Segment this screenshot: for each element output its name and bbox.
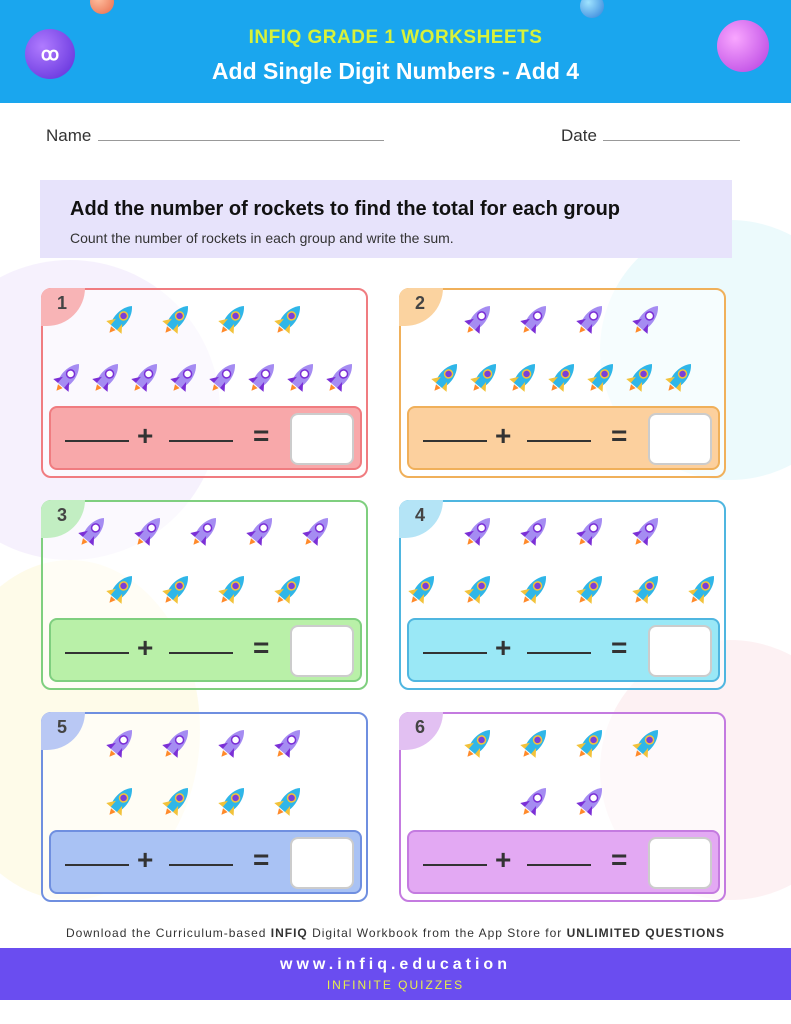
rocket-purple-icon [89,358,125,401]
instructions-subtext: Count the number of rockets in each group and write the sum. [70,230,454,246]
addend-blank-1[interactable] [423,440,487,442]
rocket-blue-icon [517,724,553,767]
rocket-blue-icon [685,570,721,613]
rocket-purple-icon [187,512,223,555]
answer-row [49,830,362,894]
rocket-row [43,512,366,555]
rocket-row [401,570,724,613]
rocket-purple-icon [284,358,320,401]
rocket-blue-icon [461,724,497,767]
answer-row [49,618,362,682]
problem-number: 4 [399,500,443,538]
rocket-blue-icon [467,358,503,401]
note-mid: Digital Workbook from the App Store for [307,926,567,940]
problem-number: 1 [41,288,85,326]
rocket-blue-icon [584,358,620,401]
rocket-purple-icon [103,724,139,767]
plus-sign: + [495,632,512,663]
rocket-blue-icon [545,358,581,401]
addend-blank-2[interactable] [169,652,233,654]
rocket-purple-icon [517,300,553,343]
rocket-blue-icon [103,570,139,613]
answer-row [407,406,720,470]
instructions-heading: Add the number of rockets to find the total for each group [70,198,621,220]
worksheet-header [0,0,791,103]
rocket-blue-icon [215,300,251,343]
footer-tagline: INFINITE QUIZZES [326,978,465,992]
rocket-purple-icon [461,300,497,343]
addend-blank-2[interactable] [527,864,591,866]
rocket-row [43,724,366,767]
addend-blank-1[interactable] [65,652,129,654]
rocket-row [401,358,724,401]
date-field[interactable] [603,140,740,141]
problem-number: 2 [399,288,443,326]
rocket-purple-icon [159,724,195,767]
rocket-purple-icon [167,358,203,401]
rocket-purple-icon [128,358,164,401]
rocket-purple-icon [629,512,665,555]
sum-answer-box[interactable] [648,625,712,677]
rocket-row [401,782,724,825]
answer-row [407,830,720,894]
sum-answer-box[interactable] [648,837,712,889]
problem-number: 6 [399,712,443,750]
rocket-blue-icon [405,570,441,613]
rocket-row [43,300,366,343]
rocket-blue-icon [428,358,464,401]
rocket-blue-icon [623,358,659,401]
addend-blank-2[interactable] [169,864,233,866]
problem-card [41,712,368,902]
infiq-logo: ꝏ [25,29,75,79]
equals-sign: = [611,420,628,451]
rocket-row [43,782,366,825]
rocket-blue-icon [159,570,195,613]
rocket-purple-icon [75,512,111,555]
footer-banner [0,948,791,1000]
problem-card [399,500,726,690]
rocket-blue-icon [573,724,609,767]
download-note [0,926,791,940]
equals-sign: = [253,844,270,875]
addend-blank-1[interactable] [65,440,129,442]
rocket-purple-icon [517,782,553,825]
note-prefix: Download the Curriculum-based [66,926,271,940]
plus-sign: + [137,632,154,663]
rocket-purple-icon [629,300,665,343]
sum-answer-box[interactable] [290,837,354,889]
rocket-blue-icon [629,570,665,613]
rocket-purple-icon [245,358,281,401]
decorative-ball [580,0,604,18]
rocket-purple-icon [517,512,553,555]
rocket-blue-icon [215,570,251,613]
addend-blank-2[interactable] [527,440,591,442]
addend-blank-1[interactable] [423,652,487,654]
rocket-blue-icon [517,570,553,613]
rocket-blue-icon [159,300,195,343]
note-bold: UNLIMITED QUESTIONS [566,926,725,940]
rocket-blue-icon [271,300,307,343]
rocket-purple-icon [573,512,609,555]
rocket-purple-icon [573,300,609,343]
rocket-row [401,512,724,555]
rocket-blue-icon [159,782,195,825]
rocket-blue-icon [271,570,307,613]
problem-number: 5 [41,712,85,750]
equals-sign: = [611,632,628,663]
addend-blank-2[interactable] [169,440,233,442]
problem-number: 3 [41,500,85,538]
problem-card [41,500,368,690]
rocket-row [43,358,366,401]
rocket-purple-icon [271,724,307,767]
rocket-blue-icon [506,358,542,401]
plus-sign: + [137,420,154,451]
answer-row [407,618,720,682]
answer-row [49,406,362,470]
problem-card [399,288,726,478]
equals-sign: = [611,844,628,875]
problem-card [41,288,368,478]
rocket-purple-icon [323,358,359,401]
rocket-purple-icon [215,724,251,767]
rocket-purple-icon [131,512,167,555]
rocket-blue-icon [573,570,609,613]
brand-title: INFIQ GRADE 1 WORKSHEETS [248,27,543,48]
footer-url[interactable]: www.infiq.education [280,956,511,973]
decorative-ball [90,0,114,14]
note-brand: INFIQ [270,926,308,940]
rocket-purple-icon [573,782,609,825]
addend-blank-1[interactable] [65,864,129,866]
page-title: Add Single Digit Numbers - Add 4 [211,58,580,84]
addend-blank-1[interactable] [423,864,487,866]
sum-answer-box[interactable] [290,413,354,465]
plus-sign: + [495,844,512,875]
rocket-row [43,570,366,613]
rocket-blue-icon [662,358,698,401]
instructions-box [40,180,732,258]
plus-sign: + [495,420,512,451]
plus-sign: + [137,844,154,875]
sum-answer-box[interactable] [648,413,712,465]
addend-blank-2[interactable] [527,652,591,654]
rocket-blue-icon [215,782,251,825]
problem-card [399,712,726,902]
rocket-row [401,724,724,767]
equals-sign: = [253,420,270,451]
rocket-purple-icon [206,358,242,401]
sum-answer-box[interactable] [290,625,354,677]
date-label: Date [561,126,597,145]
rocket-blue-icon [103,782,139,825]
rocket-purple-icon [461,512,497,555]
rocket-purple-icon [243,512,279,555]
rocket-blue-icon [629,724,665,767]
rocket-blue-icon [271,782,307,825]
rocket-purple-icon [299,512,335,555]
name-field[interactable] [98,140,384,141]
rocket-row [401,300,724,343]
rocket-blue-icon [461,570,497,613]
rocket-blue-icon [103,300,139,343]
equals-sign: = [253,632,270,663]
name-label: Name [46,126,92,145]
rocket-purple-icon [50,358,86,401]
